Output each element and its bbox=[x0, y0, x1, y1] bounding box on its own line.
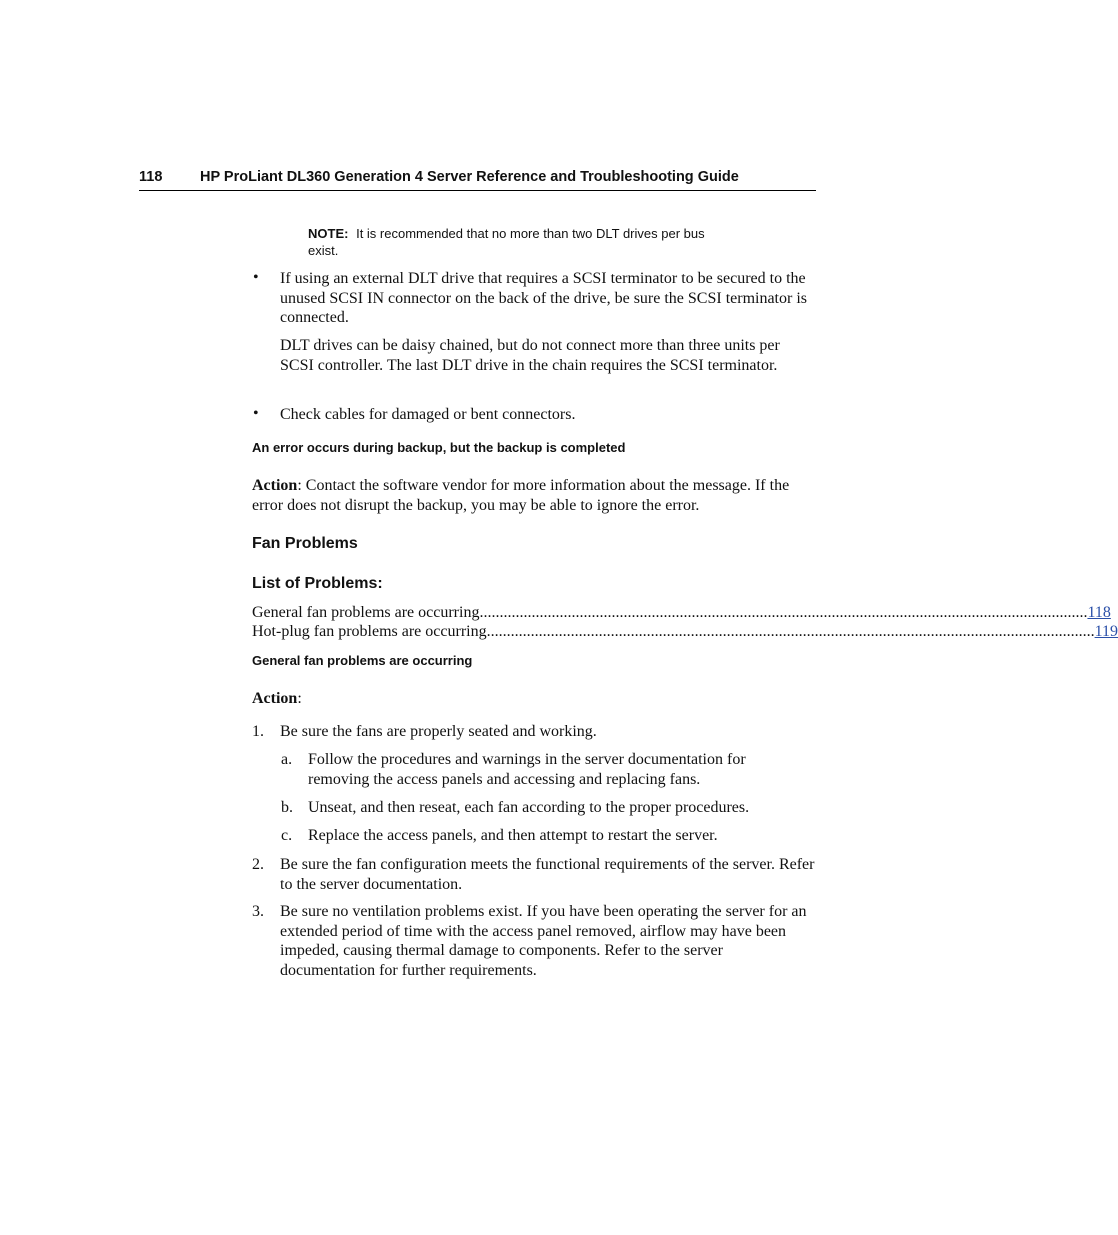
note-text-line2: exist. bbox=[308, 243, 339, 258]
substep-label: c. bbox=[281, 827, 293, 844]
bullet-marker: • bbox=[253, 405, 259, 422]
toc-leader: ........................................................................................................................................................ bbox=[486, 623, 1095, 640]
step-number: 1. bbox=[252, 723, 264, 740]
toc-entry[interactable] bbox=[252, 622, 1118, 641]
backup-error-action bbox=[252, 476, 812, 515]
step-number: 2. bbox=[252, 856, 264, 873]
action-heading bbox=[252, 689, 302, 709]
step-1-text: Be sure the fans are properly seated and working. bbox=[280, 723, 597, 740]
step-3-text: Be sure no ventilation problems exist. If you have been operating the server for an extended period of time with the access panel removed, airflow may have been impeded, causing thermal damage to components. Refer to the server documentation for further requirements. bbox=[280, 903, 807, 979]
toc-entry[interactable] bbox=[252, 603, 1111, 622]
substep-a-text: Follow the procedures and warnings in the server documentation for removing the access panels and accessing and replacing fans. bbox=[308, 751, 746, 788]
substep-b-text: Unseat, and then reseat, each fan according to the proper procedures. bbox=[308, 799, 750, 816]
toc-page-link[interactable]: 118 bbox=[1087, 604, 1111, 621]
note-box bbox=[308, 225, 758, 259]
note-label: NOTE: bbox=[308, 226, 349, 241]
substep-label: b. bbox=[281, 799, 293, 816]
bullet-item-2: Check cables for damaged or bent connectors. bbox=[280, 406, 576, 423]
step-number: 3. bbox=[252, 903, 264, 920]
substep-label: a. bbox=[281, 751, 293, 768]
bullet-item-1: If using an external DLT drive that requires a SCSI terminator to be secured to the unused SCSI IN connector on the back of the drive, be sure the SCSI terminator is connected. bbox=[280, 270, 807, 326]
toc-entry-text: General fan problems are occurring bbox=[252, 604, 480, 621]
bullet-item-1-paragraph: DLT drives can be daisy chained, but do not connect more than three units per SCSI controller. The last DLT drive in the chain requires the SCSI terminator. bbox=[280, 337, 780, 374]
substep-c-text: Replace the access panels, and then attempt to restart the server. bbox=[308, 827, 718, 844]
running-header bbox=[139, 168, 816, 191]
section-heading: Fan Problems bbox=[252, 535, 358, 552]
note-text: It is recommended that no more than two DLT drives per bus bbox=[356, 226, 705, 241]
page-number: 118 bbox=[139, 169, 163, 185]
backup-error-heading: An error occurs during backup, but the backup is completed bbox=[252, 440, 626, 455]
toc-leader: ........................................................................................................................................................ bbox=[479, 604, 1088, 621]
toc-entry-text: Hot-plug fan problems are occurring bbox=[252, 623, 487, 640]
toc-page-link[interactable]: 119 bbox=[1094, 623, 1118, 640]
step-2-text: Be sure the fan configuration meets the functional requirements of the server. Refer to the server documentation. bbox=[280, 856, 815, 893]
action-text: : Contact the software vendor for more information about the message. If the error does not disrupt the backup, you may be able to ignore the error. bbox=[252, 477, 790, 514]
action-label: Action bbox=[252, 690, 298, 707]
subsection-heading: General fan problems are occurring bbox=[252, 653, 473, 668]
document-title: HP ProLiant DL360 Generation 4 Server Reference and Troubleshooting Guide bbox=[200, 169, 739, 185]
action-label: Action bbox=[252, 477, 298, 494]
action-colon: : bbox=[297, 690, 302, 707]
bullet-marker: • bbox=[253, 269, 259, 286]
list-heading: List of Problems: bbox=[252, 575, 383, 592]
